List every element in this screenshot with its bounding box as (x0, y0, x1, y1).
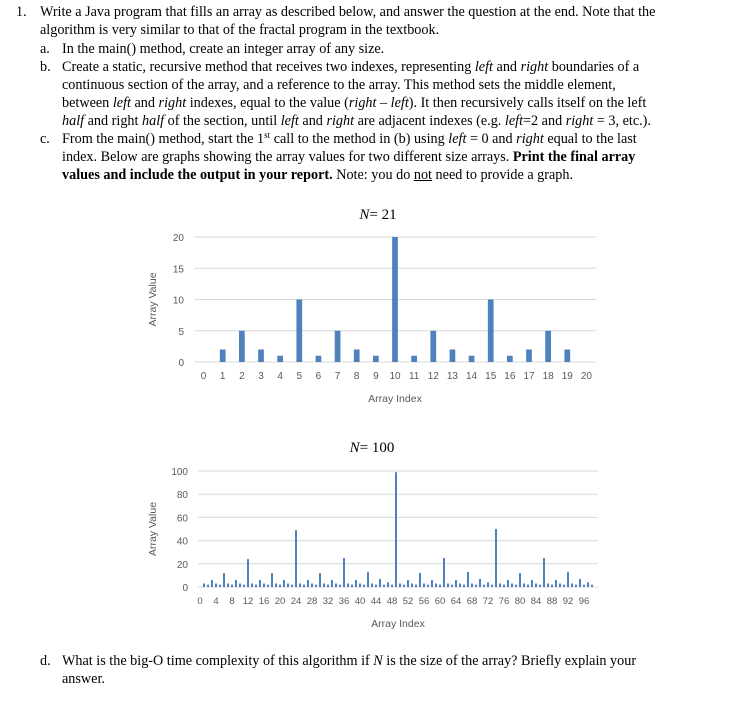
bar (392, 237, 398, 362)
bar (535, 584, 537, 587)
x-tick-label: 11 (408, 371, 420, 382)
item-b-label: b. (40, 59, 51, 75)
y-tick-label: 15 (172, 264, 184, 276)
bar (519, 573, 521, 587)
y-tick-label: 40 (176, 536, 188, 548)
x-tick-label: 80 (514, 596, 526, 607)
bar (479, 579, 481, 587)
x-tick-label: 17 (523, 371, 535, 382)
y-tick-label: 100 (171, 467, 188, 478)
bar (469, 356, 475, 362)
chart-title (349, 440, 395, 456)
bar (291, 585, 293, 587)
y-tick-label: 60 (176, 513, 188, 525)
bar (395, 472, 397, 587)
x-tick-label: 18 (542, 371, 554, 382)
x-tick-label: 72 (482, 596, 494, 607)
bar (255, 585, 257, 587)
chart-n100 (140, 437, 600, 633)
x-tick-label: 5 (296, 371, 303, 382)
bar (545, 331, 551, 362)
x-tick-label: 64 (450, 596, 462, 607)
bar (511, 584, 513, 587)
x-axis-label: Array Index (371, 618, 425, 630)
bar (547, 584, 549, 587)
x-tick-label: 4 (213, 596, 219, 607)
x-tick-label: 16 (504, 371, 516, 382)
bar (231, 585, 233, 587)
intro-line-2: algorithm is very similar to that of the fractal program in the textbook. (40, 22, 440, 38)
bar (443, 558, 445, 587)
bar (279, 585, 281, 587)
bar (359, 584, 361, 587)
x-tick-label: 9 (373, 371, 379, 382)
bar (331, 580, 333, 587)
item-d-line-2: answer. (62, 671, 105, 687)
bar (295, 530, 297, 587)
bar (220, 350, 226, 363)
x-tick-label: 15 (485, 371, 497, 382)
chart-n21-svg (140, 202, 600, 410)
bar (543, 558, 545, 587)
x-tick-label: 32 (322, 596, 334, 607)
x-axis-label: Array Index (368, 393, 422, 405)
bar (283, 580, 285, 587)
x-tick-label: 88 (546, 596, 558, 607)
x-tick-label: 92 (562, 596, 574, 607)
bar (459, 584, 461, 587)
bar (551, 585, 553, 587)
bar (387, 582, 389, 587)
x-tick-label: 0 (197, 596, 203, 607)
bar (227, 584, 229, 587)
x-tick-label: 1 (219, 371, 226, 382)
x-tick-label: 6 (315, 371, 322, 382)
bar (539, 585, 541, 587)
bar (316, 356, 322, 362)
bar (299, 584, 301, 587)
bar (335, 584, 337, 587)
bar (327, 585, 329, 587)
bar (567, 572, 569, 587)
bar (488, 300, 494, 363)
bar (435, 584, 437, 587)
bar (247, 559, 249, 587)
x-tick-label: 13 (446, 371, 458, 382)
bar (430, 331, 436, 362)
bar (507, 580, 509, 587)
bar (383, 585, 385, 587)
bar (491, 585, 493, 587)
chart-title (358, 207, 396, 223)
bar (523, 584, 525, 587)
x-tick-label: 3 (258, 371, 264, 382)
bar (259, 580, 261, 587)
bar (411, 584, 413, 587)
x-tick-label: 0 (200, 371, 207, 382)
y-tick-label: 20 (172, 233, 184, 244)
bar (323, 584, 325, 587)
x-tick-label: 8 (353, 371, 360, 382)
bar (363, 585, 365, 587)
x-tick-label: 40 (354, 596, 366, 607)
bar (563, 585, 565, 587)
x-tick-label: 12 (242, 596, 254, 607)
bar (495, 529, 497, 587)
bar (347, 584, 349, 587)
bar (583, 585, 585, 587)
chart-title-rest: = 21 (369, 207, 397, 223)
bar (355, 580, 357, 587)
bar (319, 573, 321, 587)
bar (287, 584, 289, 587)
bar (499, 584, 501, 587)
y-axis-label: Array Value (147, 501, 159, 557)
item-b-line-1: Create a static, recursive method that receives two indexes, representing left and right boundaries of a (62, 59, 640, 75)
item-c-line-3: values and include the output in your report. Note: you do not need to provide a graph. (62, 167, 574, 183)
bar (339, 585, 341, 587)
bar (203, 584, 205, 587)
x-tick-label: 76 (498, 596, 510, 607)
bar (455, 580, 457, 587)
x-tick-label: 52 (402, 596, 414, 607)
bar (367, 572, 369, 587)
x-tick-label: 44 (370, 596, 382, 607)
y-tick-label: 5 (178, 326, 184, 338)
bar (531, 580, 533, 587)
bar (277, 356, 283, 362)
y-tick-label: 10 (172, 295, 184, 307)
bar (507, 356, 513, 362)
bar (239, 584, 241, 587)
x-tick-label: 84 (530, 596, 542, 607)
chart-title-n: N (349, 440, 360, 456)
item-d-label: d. (40, 653, 51, 669)
bar (439, 585, 441, 587)
bar (571, 584, 573, 587)
x-tick-label: 10 (389, 371, 401, 382)
question-number: 1. (16, 4, 27, 20)
bar (463, 585, 465, 587)
y-tick-label: 80 (176, 490, 188, 502)
x-tick-label: 8 (229, 596, 235, 607)
x-tick-label: 48 (386, 596, 398, 607)
bar (315, 585, 317, 587)
x-tick-label: 60 (434, 596, 446, 607)
bar (467, 572, 469, 587)
x-tick-label: 36 (338, 596, 350, 607)
x-tick-label: 4 (277, 371, 283, 382)
bar (431, 580, 433, 587)
x-tick-label: 7 (334, 371, 341, 382)
y-tick-label: 20 (176, 559, 188, 571)
x-tick-label: 20 (580, 371, 592, 382)
bar (335, 331, 341, 362)
x-tick-label: 20 (274, 596, 286, 607)
item-c-line-1: From the main() method, start the 1st call to the method in (b) using left = 0 and right equal to the last (62, 130, 637, 147)
x-tick-label: 2 (239, 371, 245, 382)
item-c-line-2: index. Below are graphs showing the array values for two different size arrays. Print the final array (62, 149, 636, 165)
y-axis-label: Array Value (147, 272, 159, 327)
bar (526, 350, 532, 363)
bar (267, 585, 269, 587)
y-tick-label: 0 (178, 358, 184, 369)
chart-title-n: N (359, 207, 370, 223)
bar (427, 585, 429, 587)
bar (351, 585, 353, 587)
bar (411, 356, 417, 362)
bar (371, 584, 373, 587)
chart-n21 (140, 202, 600, 410)
bar (303, 585, 305, 587)
bar (307, 580, 309, 587)
x-tick-label: 28 (306, 596, 318, 607)
x-tick-label: 12 (427, 371, 439, 382)
bar (475, 585, 477, 587)
y-tick-label: 0 (182, 583, 188, 594)
bar (258, 350, 264, 363)
bar (591, 585, 593, 587)
bar (575, 585, 577, 587)
bar (379, 579, 381, 587)
bar (451, 585, 453, 587)
bar (471, 584, 473, 587)
item-a-label: a. (40, 41, 50, 57)
chart-n100-svg (140, 437, 600, 633)
bar (564, 350, 570, 363)
bar (407, 580, 409, 587)
bar (399, 584, 401, 587)
bar (450, 350, 456, 363)
bar (483, 585, 485, 587)
bar (223, 573, 225, 587)
bar (211, 580, 213, 587)
bar (487, 582, 489, 587)
bar (239, 331, 245, 362)
item-a-text: In the main() method, create an integer array of any size. (62, 41, 385, 57)
bar (263, 584, 265, 587)
bar (503, 585, 505, 587)
bar (219, 585, 221, 587)
bar (354, 350, 360, 363)
bar (515, 585, 517, 587)
bar (311, 584, 313, 587)
item-b-line-4: half and right half of the section, until left and right are adjacent indexes (e.g. left=2 and right = 3, etc.). (62, 113, 651, 129)
item-c-label: c. (40, 131, 50, 147)
bar (271, 573, 273, 587)
intro-line-1: Write a Java program that fills an array as described below, and answer the question at the end. Note that the (40, 4, 656, 20)
item-d-line-1: What is the big-O time complexity of this algorithm if N is the size of the array? Briefly explain your (62, 653, 637, 669)
bar (579, 579, 581, 587)
item-b-line-3: between left and right indexes, equal to the value (right – left). It then recursively calls itself on the left (62, 95, 647, 111)
x-tick-label: 16 (258, 596, 270, 607)
bar (527, 585, 529, 587)
bar (207, 585, 209, 587)
bar (419, 573, 421, 587)
chart-title-rest: = 100 (359, 440, 395, 456)
x-tick-label: 96 (578, 596, 590, 607)
bar (296, 300, 302, 363)
bar (343, 558, 345, 587)
bar (375, 585, 377, 587)
bar (251, 584, 253, 587)
bar (235, 580, 237, 587)
bar (447, 584, 449, 587)
x-tick-label: 56 (418, 596, 430, 607)
bar (423, 584, 425, 587)
item-b-line-2: continuous section of the array, and a reference to the array. This method sets the middle element, (62, 77, 616, 93)
bar (587, 582, 589, 587)
bar (403, 585, 405, 587)
x-tick-label: 19 (561, 371, 573, 382)
bar (215, 584, 217, 587)
bar (415, 585, 417, 587)
x-tick-label: 14 (466, 371, 478, 382)
bar (373, 356, 379, 362)
bar (243, 585, 245, 587)
x-tick-label: 24 (290, 596, 302, 607)
bar (559, 584, 561, 587)
bar (275, 584, 277, 587)
x-tick-label: 68 (466, 596, 478, 607)
bar (555, 580, 557, 587)
bar (391, 585, 393, 587)
